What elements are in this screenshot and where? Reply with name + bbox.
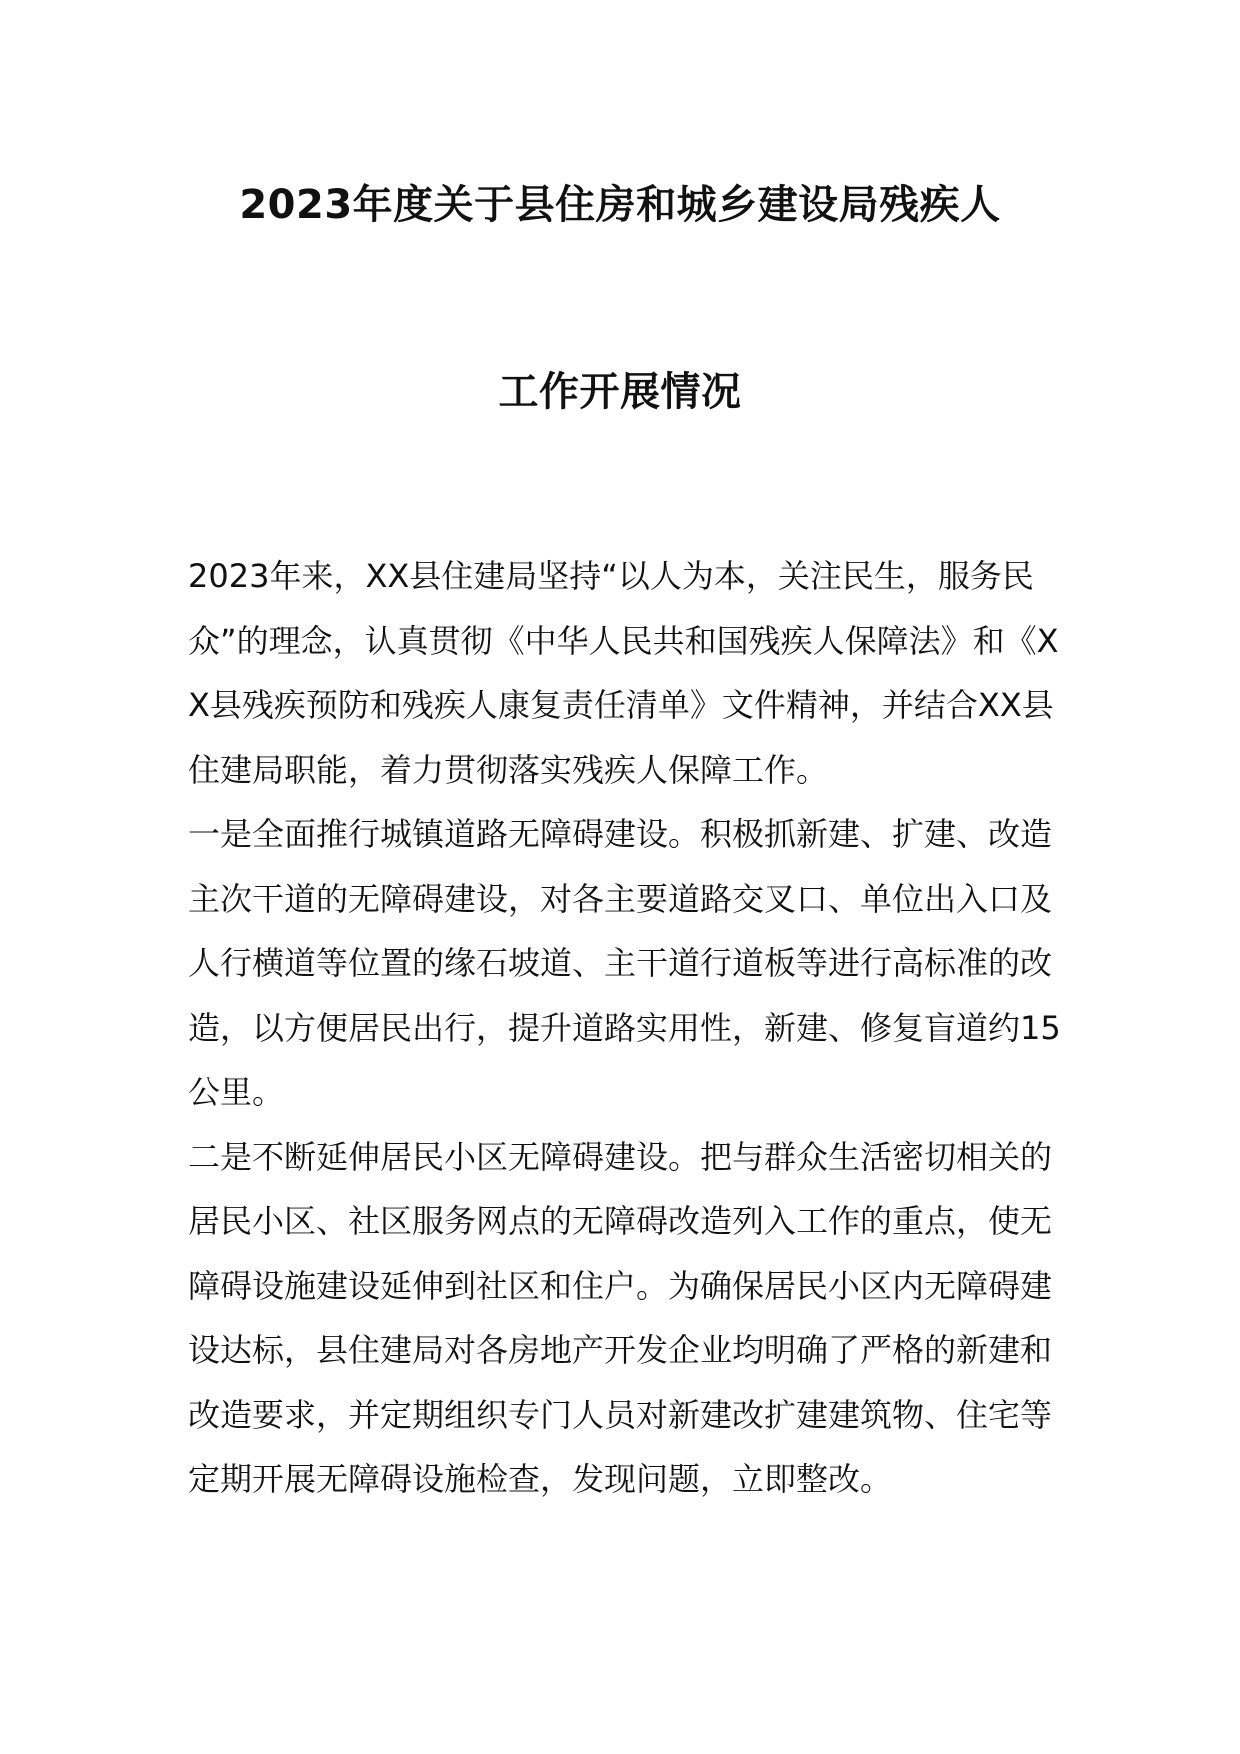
paragraph-road-accessibility: 一是全面推行城镇道路无障碍建设。积极抓新建、扩建、改造主次干道的无障碍建设，对各主要道路交叉口、单位出入口及人行横道等位置的缘石坡道、主干道行道板等进行高标准的改造，以方便居民出行，提升道路实用性，新建、修复盲道约15公里。 [188, 815, 1061, 1111]
document-body [188, 544, 1078, 1512]
document-title-line-1: 2023年度关于县住房和城乡建设局残疾人 [239, 182, 1001, 228]
document-title-line-2: 工作开展情况 [498, 369, 742, 415]
paragraph-intro: 2023年来，XX县住建局坚持“以人为本，关注民生，服务民众”的理念，认真贯彻《中华人民共和国残疾人保障法》和《XX县残疾预防和残疾人康复责任清单》文件精神，并结合XX县住建局职能，着力贯彻落实残疾人保障工作。 [188, 557, 1059, 789]
paragraph-community-accessibility: 二是不断延伸居民小区无障碍建设。把与群众生活密切相关的居民小区、社区服务网点的无障碍改造列入工作的重点，使无障碍设施建设延伸到社区和住户。为确保居民小区内无障碍建设达标，县住建局对各房地产开发企业均明确了严格的新建和改造要求，并定期组织专门人员对新建改扩建建筑物、住宅等定期开展无障碍设施检查，发现问题，立即整改。 [188, 1137, 1053, 1498]
